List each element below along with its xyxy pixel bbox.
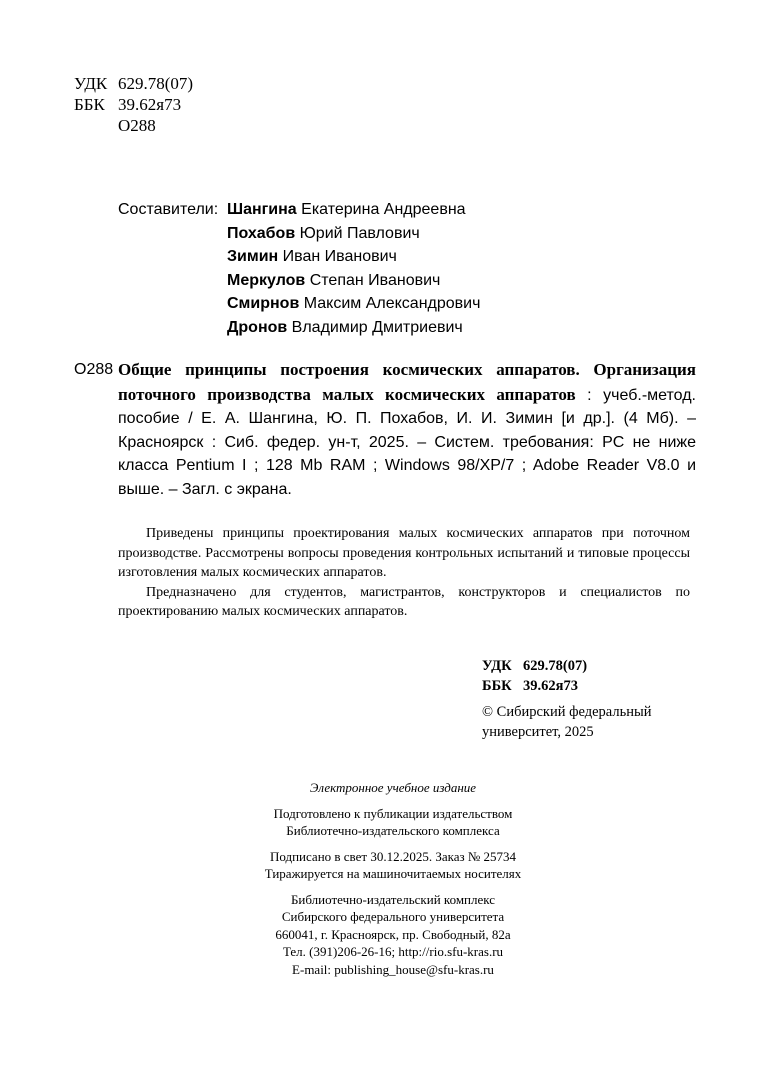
copyright-line: © Сибирский федеральный xyxy=(482,704,652,720)
compiler-name: Иван Иванович xyxy=(282,248,397,265)
right-classification-codes xyxy=(482,656,587,696)
udk-row xyxy=(74,73,193,94)
edition-type: Электронное учебное издание xyxy=(309,780,477,795)
compiler-row xyxy=(118,198,480,222)
copyright-line: университет, 2025 xyxy=(482,724,594,740)
imprint-line: Подписано в свет 30.12.2025. Заказ № 25734 xyxy=(269,848,517,864)
compilers-label: Составители: xyxy=(118,201,219,218)
imprint-line: Подготовлено к публикации издательством xyxy=(273,805,513,821)
imprint-line: Библиотечно-издательского комплекса xyxy=(286,823,500,838)
annotation-paragraph: Предназначено для студентов, магистрантов, конструкторов и специалистов по проектированию малых космических аппаратов. xyxy=(118,584,690,619)
biblio-details: : учеб.-метод. пособие / Е. А. Шангина, Ю. П. Похабов, И. И. Зимин [и др.]. (4 Мб). – Красноярск : Сиб. федер. ун-т, 2025. – Систем. требования: PC не ниже класса Pentium I ; 128 Mb RAM ; Windows 98/XP/7 ; Adobe Reader V8.0 и выше. – Загл. с экрана. xyxy=(118,386,696,498)
annotation xyxy=(118,524,690,622)
imprint-block xyxy=(228,779,558,986)
right-bbk-row xyxy=(482,676,587,696)
compiler-surname: Похабов xyxy=(227,224,296,242)
compiler-surname: Смирнов xyxy=(227,295,300,312)
compiler-name: Владимир Дмитриевич xyxy=(291,318,463,336)
imprint-line: E-mail: publishing_house@sfu-kras.ru xyxy=(292,961,494,977)
compiler-row xyxy=(118,269,480,293)
author-mark: О288 xyxy=(118,116,156,135)
compiler-row xyxy=(118,222,480,246)
compiler-surname: Дронов xyxy=(227,318,288,336)
compiler-name: Максим Александрович xyxy=(303,295,481,312)
classification-codes xyxy=(74,73,193,136)
bbk-label: ББК xyxy=(74,95,105,114)
compiler-surname: Меркулов xyxy=(227,271,306,289)
compiler-name: Екатерина Андреевна xyxy=(301,201,466,218)
biblio-author-mark: О288 xyxy=(74,361,114,378)
compiler-surname: Шангина xyxy=(227,201,297,218)
signed-info xyxy=(228,848,558,883)
publisher-contacts xyxy=(228,891,558,979)
compilers-block xyxy=(118,198,480,339)
imprint-line: Тел. (391)206-26-16; http://rio.sfu-kras.ru xyxy=(282,944,504,959)
udk-label: УДК xyxy=(74,74,108,93)
imprint-line: Библиотечно-издательский комплекс xyxy=(290,891,496,907)
compiler-row xyxy=(118,245,480,269)
copyright-notice xyxy=(482,702,651,742)
bbk-value: 39.62я73 xyxy=(118,95,182,114)
bbk-row xyxy=(74,94,193,115)
udk-value: 629.78(07) xyxy=(118,74,194,93)
compiler-row xyxy=(118,292,480,316)
biblio-text xyxy=(118,358,696,501)
prepared-by xyxy=(228,805,558,840)
compiler-name: Степан Иванович xyxy=(309,271,441,289)
annotation-paragraph: Приведены принципы проектирования малых космических аппаратов при поточном производстве. Рассмотрены вопросы проведения контрольных испытаний и типовые процессы изготовления малых космических аппаратов. xyxy=(118,526,690,580)
right-udk-value: 629.78(07) xyxy=(523,658,588,674)
compiler-surname: Зимин xyxy=(227,248,279,265)
imprint-line: 660041, г. Красноярск, пр. Свободный, 82а xyxy=(275,926,511,942)
right-bbk-value: 39.62я73 xyxy=(523,678,578,694)
imprint-line: Сибирского федерального университета xyxy=(281,909,505,924)
right-udk-row xyxy=(482,656,587,676)
book-title: Общие принципы построения космических аппаратов. Организация поточного производства малых космических аппаратов xyxy=(118,360,696,404)
bibliographic-description xyxy=(74,358,696,501)
compiler-row xyxy=(118,316,480,340)
compiler-name: Юрий Павлович xyxy=(299,224,420,242)
right-udk-label: УДК xyxy=(482,658,512,674)
right-bbk-label: ББК xyxy=(482,678,512,694)
imprint-line: Тиражируется на машиночитаемых носителях xyxy=(264,866,522,881)
